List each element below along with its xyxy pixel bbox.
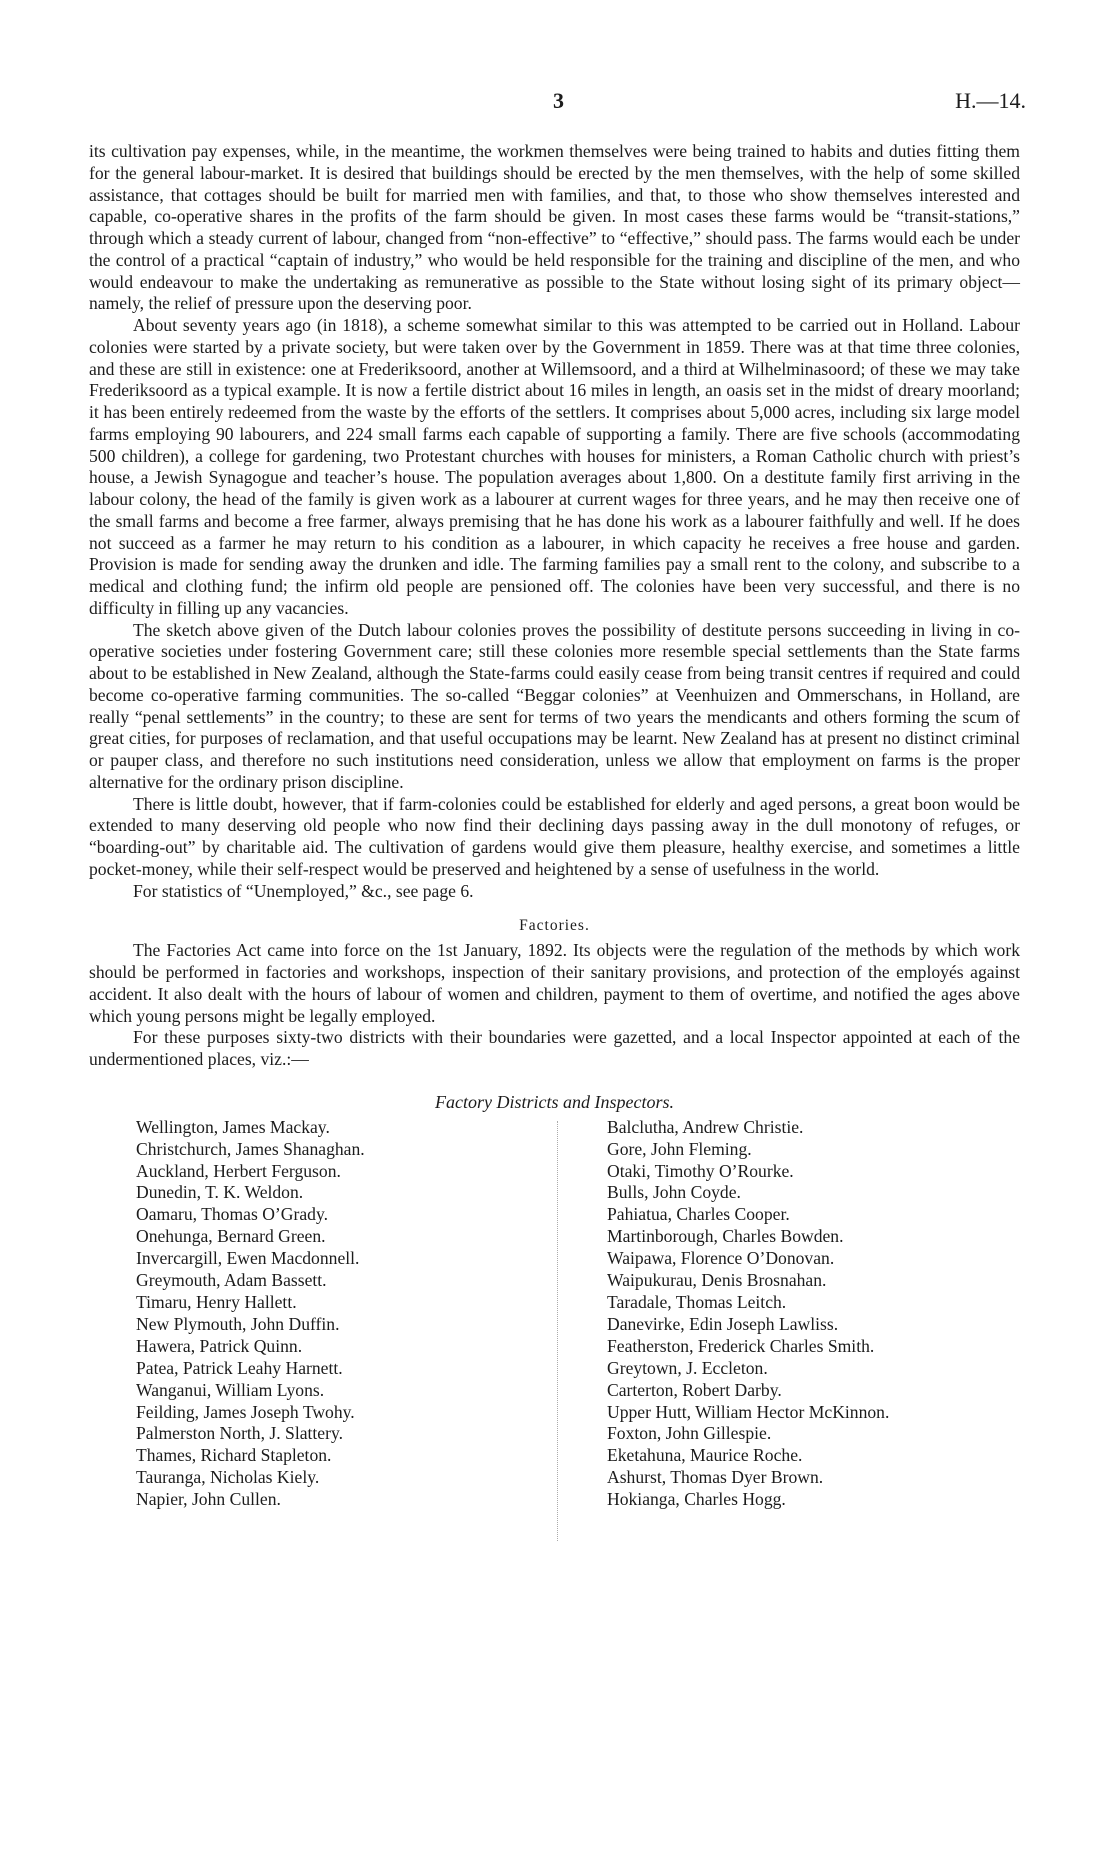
- list-item: Greymouth, Adam Bassett.: [136, 1270, 327, 1291]
- list-item: Wellington, James Mackay.: [136, 1116, 330, 1137]
- list-item: Greytown, J. Eccleton.: [607, 1357, 768, 1378]
- list-item: Danevirke, Edin Joseph Lawliss.: [607, 1313, 839, 1334]
- list-item: Oamaru, Thomas O’Grady.: [136, 1204, 329, 1225]
- paragraph-districts-gazetted: For these purposes sixty-two districts with their boundaries were gazetted, and a local Inspector appointed at each of the undermentioned places, viz.:—: [89, 1027, 1020, 1069]
- inspectors-left-column: [136, 1117, 365, 1511]
- list-item: Timaru, Henry Hallett.: [136, 1292, 297, 1312]
- list-item: Waipukurau, Denis Brosnahan.: [607, 1270, 827, 1291]
- list-item: Balclutha, Andrew Christie.: [607, 1116, 804, 1137]
- list-item: Upper Hutt, William Hector McKinnon.: [607, 1401, 890, 1422]
- list-item: Ashurst, Thomas Dyer Brown.: [607, 1467, 824, 1488]
- list-item: Thames, Richard Stapleton.: [136, 1445, 332, 1466]
- list-item: Carterton, Robert Darby.: [607, 1379, 782, 1400]
- list-item: Invercargill, Ewen Macdonnell.: [136, 1248, 360, 1269]
- list-item: Hokianga, Charles Hogg.: [607, 1489, 786, 1510]
- list-item: Feilding, James Joseph Twohy.: [136, 1401, 355, 1422]
- list-item: Wanganui, William Lyons.: [136, 1379, 325, 1400]
- list-item: Eketahuna, Maurice Roche.: [607, 1445, 803, 1466]
- list-item: Otaki, Timothy O’Rourke.: [607, 1160, 794, 1181]
- list-item: Napier, John Cullen.: [136, 1489, 281, 1510]
- list-item: Pahiatua, Charles Cooper.: [607, 1204, 790, 1225]
- inspectors-right-column: [607, 1117, 889, 1511]
- list-item: Patea, Patrick Leahy Harnett.: [136, 1357, 343, 1378]
- list-title-factory-districts: Factory Districts and Inspectors.: [435, 1091, 674, 1112]
- section-heading-factories: Factories.: [519, 917, 590, 935]
- list-item: Christchurch, James Shanaghan.: [136, 1138, 365, 1159]
- paragraph-holland-colonies: About seventy years ago (in 1818), a scheme somewhat similar to this was attempted to be carried out in Holland. Labour colonies were started by a private society, but were taken over by the Government in 1859. There was at that time three colonies, and these are still in existence: one at Frederiksoord, another at Willemsoord, and a third at Wilhelminasoord; of these we may take Frederiksoord as a typical example. It is now a fertile district about 16 miles in length, an oasis set in the midst of dreary moorland; it has been entirely redeemed from the waste by the efforts of the settlers. It comprises about 5,000 acres, including six large model farms employing 90 labourers, and 224 small farms each capable of supporting a family. There are five schools (accommodating 500 children), a college for gardening, two Protestant churches with houses for ministers, a Roman Catholic church with priest’s house, a Jewish Synagogue and teacher’s house. The population averages about 1,800. On a destitute family first arriving in the labour colony, the head of the family is given work as a labourer at current wages for three years, and he may then receive one of the small farms and become a free farmer, always premising that he has done his work as a labourer faithfully and well. If he does not succeed as a farmer he may return to his condition as a labourer, in which capacity he receives a free house and garden. Provision is made for sending away the drunken and idle. The farming families pay a small rent to the colony, and subscribe to a medical and clothing fund; the infirm old people are pensioned off. The colonies have been very successful, and there is no difficulty in filling up any vacancies.: [89, 315, 1020, 618]
- body-text: [89, 141, 1020, 1537]
- page-number: 3: [553, 88, 564, 113]
- list-item: Hawera, Patrick Quinn.: [136, 1335, 303, 1356]
- list-item: Featherston, Frederick Charles Smith.: [607, 1335, 875, 1356]
- list-item: Waipawa, Florence O’Donovan.: [607, 1248, 835, 1269]
- list-item: Taradale, Thomas Leitch.: [607, 1292, 787, 1312]
- list-item: Foxton, John Gillespie.: [607, 1423, 772, 1444]
- list-item: Bulls, John Coyde.: [607, 1182, 741, 1203]
- list-item: Tauranga, Nicholas Kiely.: [136, 1467, 320, 1488]
- column-divider: [557, 1121, 558, 1541]
- paragraph-continued: its cultivation pay expenses, while, in the meantime, the workmen themselves were being trained to habits and duties fitting them for the general labour-market. It is desired that buildings should be erected by the men themselves, with the help of some skilled assistance, that cottages should be built for married men with families, and that, to those who show themselves interested and capable, co-operative shares in the profits of the farm should be given. In most cases these farms would be “transit-stations,” through which a steady current of labour, changed from “non-effective” to “effective,” should pass. The farms would each be under the control of a practical “captain of industry,” who would be held responsible for the training and discipline of the men, and who would endeavour to make the undertaking as remunerative as possible to the State without losing sight of its primary object—namely, the relief of pressure upon the deserving poor.: [89, 141, 1020, 314]
- list-item: Auckland, Herbert Ferguson.: [136, 1160, 341, 1181]
- paragraph-farm-colonies-aged: There is little doubt, however, that if farm-colonies could be established for elderly and aged persons, a great boon would be extended to many deserving old people who now find their declining days passing away in the dull monotony of refuges, or “boarding-out” by charitable aid. The cultivation of gardens would give them pleasure, healthy exercise, and sometimes a little pocket-money, while their self-respect would be preserved and heightened by a sense of usefulness in the world.: [89, 793, 1020, 879]
- document-reference: H.—14.: [955, 88, 1026, 113]
- list-item: New Plymouth, John Duffin.: [136, 1313, 340, 1334]
- paragraph-factories-act: The Factories Act came into force on the 1st January, 1892. Its objects were the regulation of the methods by which work should be performed in factories and workshops, inspection of their sanitary provisions, and protection of the employés against accident. It also dealt with the hours of labour of women and children, payment to them of overtime, and notified the ages above which young persons might be legally employed.: [89, 940, 1020, 1026]
- list-item: Martinborough, Charles Bowden.: [607, 1226, 844, 1247]
- list-item: Palmerston North, J. Slattery.: [136, 1423, 344, 1444]
- paragraph-statistics-note: For statistics of “Unemployed,” &c., see page 6.: [133, 880, 474, 901]
- inspectors-list: [89, 1117, 1020, 1537]
- list-item: Onehunga, Bernard Green.: [136, 1226, 326, 1247]
- list-item: Dunedin, T. K. Weldon.: [136, 1182, 304, 1203]
- paragraph-dutch-sketch: The sketch above given of the Dutch labour colonies proves the possibility of destitute persons succeeding in living in co-operative societies under fostering Government care; still these colonies more resemble special settlements than the State farms about to be established in New Zealand, although the State-farms could easily cease from being transit centres if required and could become co-operative farming communities. The so-called “Beggar colonies” at Veenhuizen and Ommerschans, in Holland, are really “penal settlements” in the country; to these are sent for terms of two years the mendicants and others forming the scum of great cities, for purposes of reclamation, and that useful occupations may be learnt. New Zealand has at present no distinct criminal or pauper class, and therefore no such institutions need consideration, unless we allow that employment on farms is the proper alternative for the ordinary prison discipline.: [89, 619, 1020, 792]
- list-item: Gore, John Fleming.: [607, 1138, 752, 1159]
